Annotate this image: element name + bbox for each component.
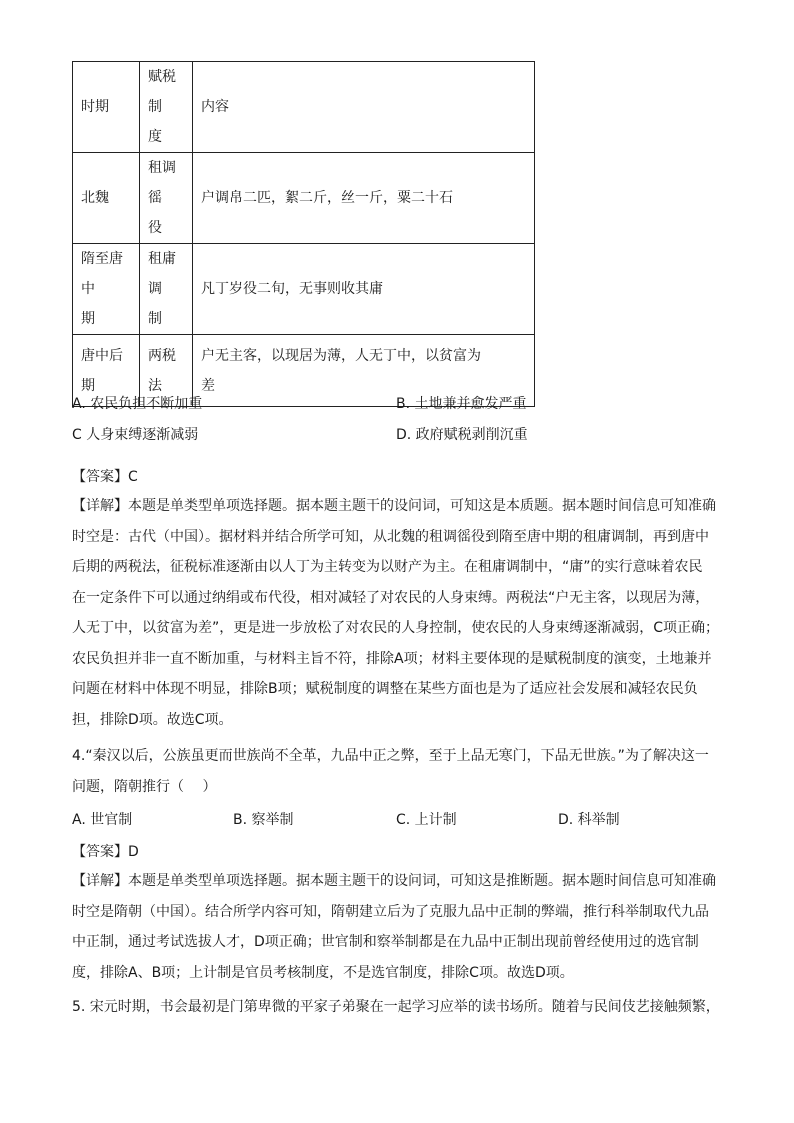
detail-line: 后期的两税法，征税标准逐渐由以人丁为主转变为以财产为主。在租庸调制中，“庸”的实行意味着农民	[72, 559, 703, 575]
stem-line: 问题，隋朝推行（ ）	[72, 778, 217, 795]
q3-option-c: C 人身束缚逐渐减弱	[72, 427, 199, 443]
header-system: 赋税制 度	[140, 62, 193, 153]
q4-option-d: D. 科举制	[558, 812, 620, 828]
cell-period: 北魏	[73, 153, 140, 244]
detail-line: 【详解】本题是单类型单项选择题。据本题主题干的设问词，可知这是推断题。据本题时间信息可知准确	[72, 873, 716, 889]
cell-content: 凡丁岁役二旬，无事则收其庸	[193, 244, 535, 335]
table-row	[73, 153, 535, 244]
cell-system: 两税法	[140, 335, 193, 407]
detail-line: 担，排除D项。故选C项。	[72, 711, 233, 728]
detail-line: 问题在材料中体现不明显，排除B项；赋税制度的调整在某些方面也是为了适应社会发展和减轻农民负	[72, 681, 698, 697]
q4-stem	[72, 741, 732, 802]
table-header-row	[73, 62, 535, 153]
q3-detail	[72, 491, 732, 735]
detail-line: 时空是：古代（中国）。据材料并结合所学可知，从北魏的租调徭役到隋至唐中期的租庸调制，再到唐中	[72, 528, 709, 545]
cell-content: 户无主客，以现居为薄，人无丁中，以贫富为 差	[193, 335, 535, 407]
detail-line: 中正制，通过考试选拔人才，D项正确；世官制和察举制都是在九品中正制出现前曾经使用过的选官制	[72, 934, 699, 950]
header-content: 内容	[193, 62, 535, 153]
q4-option-b: B. 察举制	[233, 812, 294, 828]
header-period: 时期	[73, 62, 140, 153]
detail-line: 时空是隋朝（中国）。结合所学内容可知，隋朝建立后为了克服九品中正制的弊端，推行科举制取代九品	[72, 903, 709, 920]
cell-system: 租调徭 役	[140, 153, 193, 244]
cell-content: 户调帛二匹，絮二斤，丝一斤，粟二十石	[193, 153, 535, 244]
q3-option-a: A. 农民负担不断加重	[72, 396, 203, 412]
q3-answer: 【答案】C	[72, 469, 138, 485]
tax-system-table	[72, 61, 535, 407]
stem-line: 4.“秦汉以后，公族虽更而世族尚不全革，九品中正之弊，至于上品无寒门，下品无世族。”为了解决这一	[72, 748, 709, 764]
q4-option-c: C. 上计制	[396, 812, 457, 828]
q5-stem	[72, 992, 732, 1023]
table-row	[73, 244, 535, 335]
stem-line: 5. 宋元时期，书会最初是门第卑微的平家子弟聚在一起学习应举的读书场所。随着与民间伎艺接触频繁，	[72, 999, 720, 1015]
q3-option-b: B. 土地兼并愈发严重	[396, 396, 527, 412]
detail-line: 农民负担并非一直不断加重，与材料主旨不符，排除A项；材料主要体现的是赋税制度的演变，土地兼并	[72, 650, 712, 667]
cell-period: 唐中后期	[73, 335, 140, 407]
q4-answer: 【答案】D	[72, 844, 139, 860]
detail-line: 人无丁中，以贫富为差”，更是进一步放松了对农民的人身控制，使农民的人身束缚逐渐减弱，C项正确；	[72, 620, 720, 636]
detail-line: 在一定条件下可以通过纳绢或布代役，相对减轻了对农民的人身束缚。两税法“户无主客，以现居为薄，	[72, 589, 710, 606]
detail-line: 度，排除A、B项；上计制是官员考核制度，不是选官制度，排除C项。故选D项。	[72, 964, 574, 981]
cell-system: 租庸调 制	[140, 244, 193, 335]
q4-option-a: A. 世官制	[72, 812, 133, 828]
cell-period: 隋至唐中 期	[73, 244, 140, 335]
detail-line: 【详解】本题是单类型单项选择题。据本题主题干的设问词，可知这是本质题。据本题时间信息可知准确	[72, 498, 716, 514]
q3-option-d: D. 政府赋税剥削沉重	[396, 427, 528, 443]
q4-detail	[72, 866, 732, 988]
